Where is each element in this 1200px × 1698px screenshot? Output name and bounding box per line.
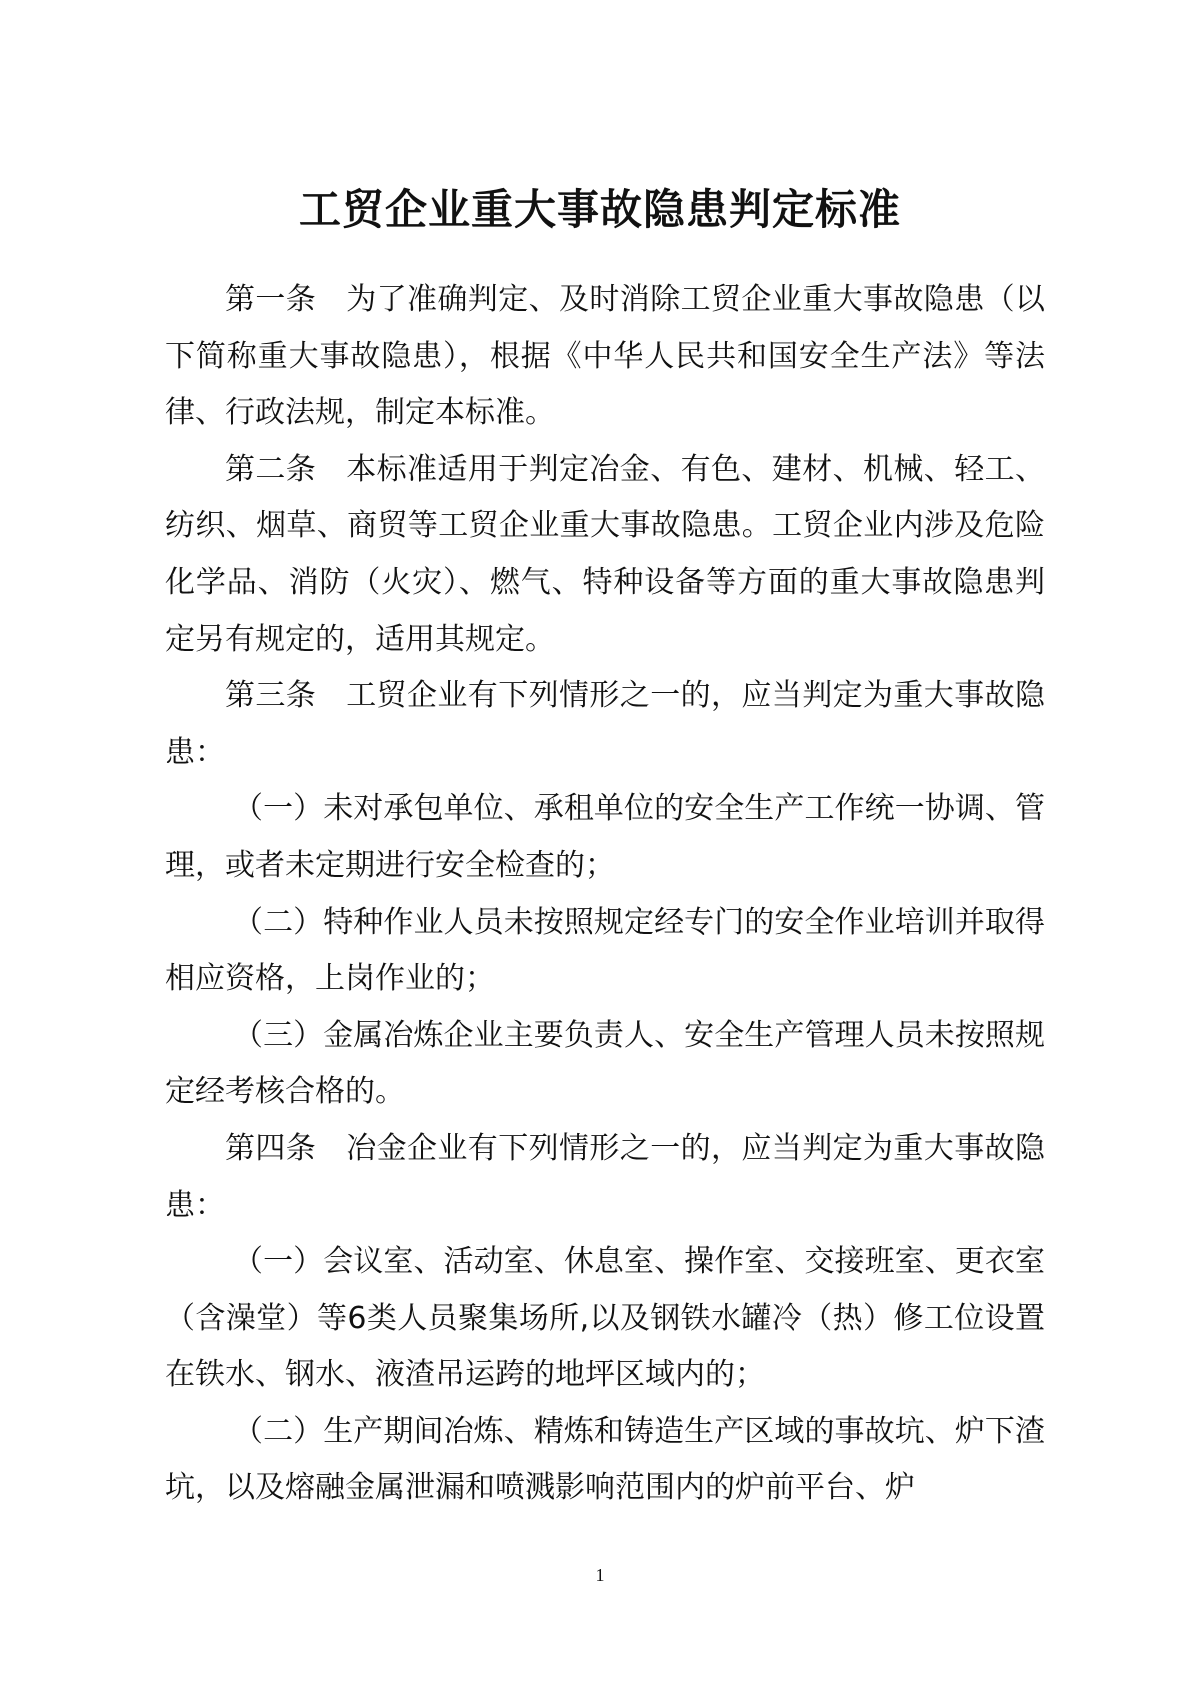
- article-number: 第三条: [225, 678, 317, 714]
- article-number: 第一条: [225, 282, 317, 317]
- article-text: 冶金企业有下列情形之一的，应当判定为重大事故隐患：: [165, 1130, 1046, 1223]
- article-4: [165, 1121, 1045, 1234]
- article-number: 第四条: [225, 1130, 317, 1166]
- article-text: 工贸企业有下列情形之一的，应当判定为重大事故隐患：: [165, 678, 1046, 770]
- page-number: 1: [595, 1565, 605, 1585]
- article-3-item-3: （三）金属冶炼企业主要负责人、安全生产管理人员未按照规定经考核合格的。: [165, 1017, 1045, 1110]
- document-body: [165, 272, 1045, 1517]
- article-number: 第二条: [225, 451, 317, 487]
- article-4-item-2: （二）生产期间冶炼、精炼和铸造生产区域的事故坑、炉下渣坑，以及熔融金属泄漏和喷溅影响范围内的炉前平台、炉: [165, 1413, 1045, 1506]
- article-2: [165, 442, 1045, 668]
- article-1: [165, 272, 1045, 442]
- article-text: 为了准确判定、及时消除工贸企业重大事故隐患（以下简称重大事故隐患），根据《中华人民共和国安全生产法》等法律、行政法规，制定本标准。: [165, 282, 1046, 431]
- article-3: [165, 668, 1045, 781]
- article-3-item-1: （一）未对承包单位、承租单位的安全生产工作统一协调、管理，或者未定期进行安全检查的；: [165, 791, 1045, 883]
- document-title: 工贸企业重大事故隐患判定标准: [298, 185, 901, 234]
- article-4-item-1: （一）会议室、活动室、休息室、操作室、交接班室、更衣室（含澡堂）等6类人员聚集场所,以及钢铁水罐冷（热）修工位设置在铁水、钢水、液渣吊运跨的地坪区域内的；: [165, 1244, 1045, 1393]
- article-3-item-2: （二）特种作业人员未按照规定经专门的安全作业培训并取得相应资格，上岗作业的；: [165, 904, 1045, 997]
- article-text: 本标准适用于判定冶金、有色、建材、机械、轻工、纺织、烟草、商贸等工贸企业重大事故隐患。工贸企业内涉及危险化学品、消防（火灾）、燃气、特种设备等方面的重大事故隐患判定另有规定的，适用其规定。: [165, 451, 1046, 657]
